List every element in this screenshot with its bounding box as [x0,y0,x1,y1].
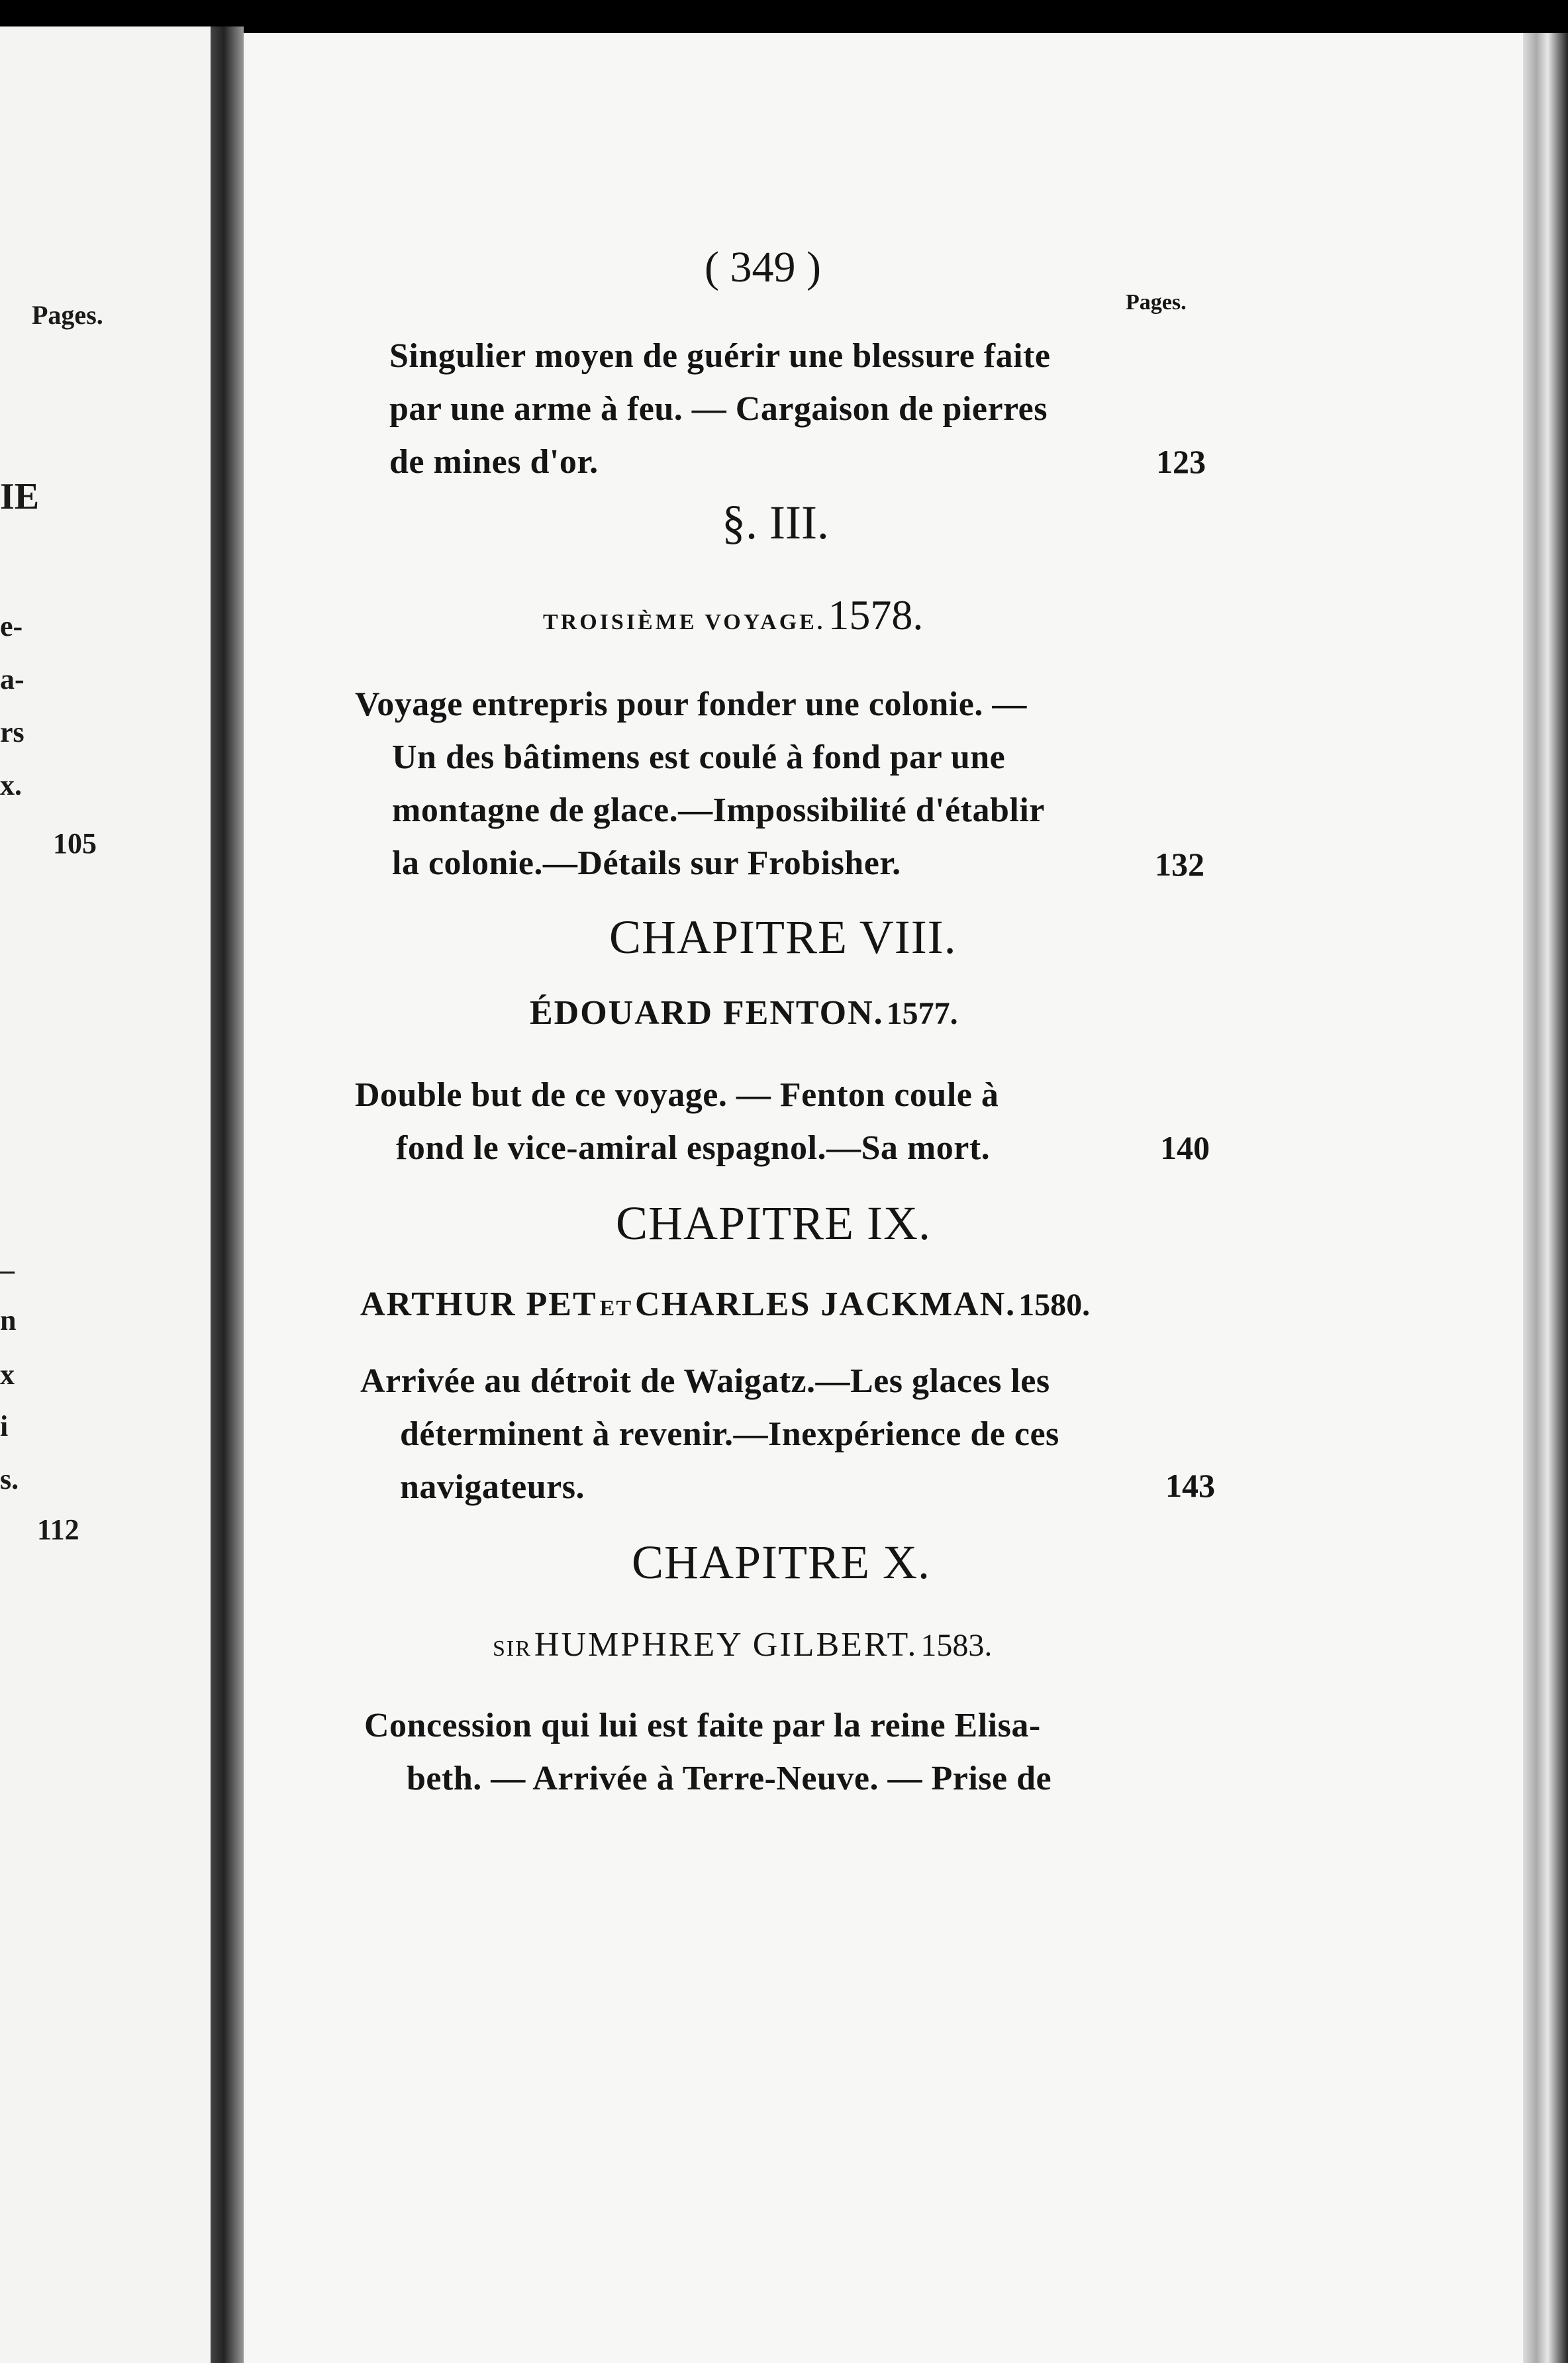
chapter-subtitle-name: ÉDOUARD FENTON. [530,994,884,1032]
left-page-ref: 112 [37,1513,79,1546]
left-fragment: s. [0,1463,19,1495]
chapter-subtitle-name: HUMPHREY GILBERT. [534,1626,918,1664]
toc-entry-line: Voyage entrepris pour fonder une colonie. — [355,685,1027,723]
chapter-subtitle [360,1285,1090,1324]
left-page-ref: 105 [53,827,97,860]
toc-page-number: 123 [1156,443,1206,480]
toc-entry-line: fond le vice-amiral espagnol.—Sa mort. [396,1129,991,1167]
chapter-subtitle-conjunction: ET [599,1296,633,1321]
chapter-subtitle-prefix: SIR [493,1636,532,1661]
left-page-fragment [0,26,211,2363]
chapter-subtitle-year: 1577. [886,996,958,1031]
chapter-subtitle-name: CHARLES JACKMAN. [635,1285,1016,1323]
chapter-heading: CHAPITRE IX. [616,1197,931,1250]
left-fragment: x [0,1358,15,1391]
toc-entry-line: beth. — Arrivée à Terre-Neuve. — Prise de [407,1760,1052,1797]
toc-entry-line: de mines d'or. [389,443,599,481]
toc-entry-line: Singulier moyen de guérir une blessure faite [389,337,1051,375]
toc-page-number: 140 [1160,1129,1210,1166]
chapter-heading: CHAPITRE X. [632,1536,931,1589]
toc-entry-line: Double but de ce voyage. — Fenton coule à [355,1076,999,1114]
section-heading: §. III. [722,496,829,549]
left-fragment: x. [0,769,22,801]
toc-entry-line: Un des bâtimens est coulé à fond par une [392,738,1006,776]
left-fragment: rs [0,716,24,748]
left-fragment: i [0,1410,9,1442]
left-fragment: a- [0,663,24,695]
chapter-subtitle [493,1625,992,1664]
left-fragment: – [0,1254,15,1286]
toc-entry-line: par une arme à feu. — Cargaison de pierres [389,390,1048,428]
section-title-year: 1578. [828,591,924,638]
left-fragment: n [0,1304,17,1336]
toc-entry-line: la colonie.—Détails sur Frobisher. [392,844,901,882]
toc-page-number: 132 [1155,846,1204,883]
section-title [543,591,923,640]
left-fragment: e- [0,610,23,642]
toc-page-number: 143 [1165,1467,1215,1504]
page-edge [1523,33,1568,2363]
chapter-subtitle-year: 1580. [1018,1287,1091,1323]
chapter-heading: CHAPITRE VIII. [609,911,957,964]
chapter-subtitle [530,993,958,1032]
left-fragment: IE [0,476,40,517]
left-pages-label: Pages. [32,300,103,330]
toc-entry-line: déterminent à revenir.—Inexpérience de ces [400,1415,1059,1453]
chapter-subtitle-year: 1583. [920,1628,993,1663]
chapter-subtitle-name: ARTHUR PET [360,1285,597,1323]
toc-entry-line: Arrivée au détroit de Waigatz.—Les glaces les [360,1362,1050,1400]
book-gutter [211,26,244,2363]
section-title-main: TROISIÈME VOYAGE. [543,610,826,634]
toc-entry-line: montagne de glace.—Impossibilité d'établir [392,791,1045,829]
toc-entry-line: navigateurs. [400,1468,585,1506]
pages-column-label: Pages. [1126,290,1187,315]
page-number: ( 349 ) [705,243,821,291]
toc-entry-line: Concession qui lui est faite par la reine Elisa- [364,1707,1041,1744]
